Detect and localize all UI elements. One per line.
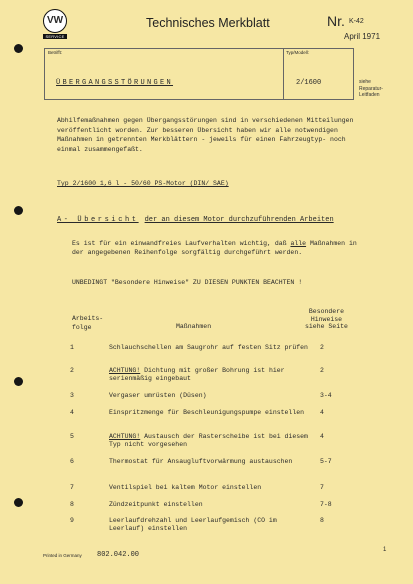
page-number: 1 — [383, 547, 387, 553]
vw-logo — [43, 9, 67, 39]
punch-hole — [14, 498, 23, 507]
side-note: siehe Reparatur- Leitfaden — [359, 79, 383, 98]
document-title: Technisches Merkblatt — [146, 16, 270, 30]
column-header-arbeitsfolge: Arbeits- folge — [72, 315, 104, 331]
header-box — [44, 48, 354, 100]
instruction-paragraph: Es ist für ein einwandfreies Laufverhalten wichtig, daß alle Maßnahmen in der angegebenen Reihenfolge sorgfältig durchgeführt werden. — [72, 240, 357, 256]
document-page: VW SERVICE Technisches Merkblatt Nr. K-42 April 1971 Betrifft: Typ/Modell: ÜBERGANGSSTÖRUNGEN 2/1600 siehe Reparatur- Leitfaden Abhilfemaßnahmen gegen Übergangsstörungen sind in verschiedenen Mitteilungen veröffentlicht worden. Zur besseren Übersicht haben wir alle notwendigen Maßnahmen in getrennten Merkblättern - jeweils für einen Fahrzeugtyp- noch einmal zusammengefaßt. Typ 2/1600 1,6 l - 50/60 PS-Motor (DIN/ SAE) A- Übersicht der an diesem Motor durchzuführenden Arbeiten Es ist für ein einwandfreies Laufverhalten wichtig, daß alle Maßnahmen in der angegebenen Reihenfolge sorgfältig durchgeführt werden. UNBEDINGT "Besondere Hinweise" ZU DIESEN PUNKTEN BEACHTEN ! Arbeits- folge Maßnahmen Besondere Hinweise siehe Seite 1 Schlauchschellen am Saugrohr auf festen Sitz prüfen 2 2 ACHTUNG! Dichtung mit großer Bohrung ist hier serienmäßig eingebaut 2 3 Vergaser umrüsten (Düsen) 3-4 4 Einspritzmenge für Beschleunigungspumpe einstellen 4 5 ACHTUNG! Austausch der Rasterscheibe ist bei diesem Typ nicht vorgesehen 4 6 Thermostat für Ansaugluftvorwärmung austauschen 5-7 7 Ventilspiel bei kaltem Motor einstellen 7 8 Zündzeitpunkt einstellen 7-8 9 Leerlaufdrehzahl und Leerlaufgemisch (CO im Leerlauf) einstellen 8 Printed in Germany 802.042.00 1 — [0, 0, 413, 584]
column-header-seite: Besondere Hinweise siehe Seite — [305, 308, 348, 330]
logo-label: SERVICE — [43, 34, 67, 39]
issue-date: April 1971 — [344, 32, 381, 41]
column-header-massnahmen: Maßnahmen — [176, 323, 212, 330]
typ-value: 2/1600 — [296, 79, 322, 87]
intro-text: Abhilfemaßnahmen gegen Übergangsstörungen sind in verschiedenen Mitteilungen veröffentlicht worden. Zur besseren Übersicht haben wir alle notwendigen Maßnahmen in getrennten Merkblättern - jeweils für einen Fahrzeugtyp- noch einmal zusammengefaßt. — [57, 117, 354, 153]
punch-hole — [14, 206, 23, 215]
header-divider — [283, 48, 284, 100]
section-a-heading: A- Übersicht der an diesem Motor durchzuführenden Arbeiten — [57, 216, 334, 224]
punch-hole — [14, 44, 23, 53]
subject: ÜBERGANGSSTÖRUNGEN — [56, 79, 174, 87]
document-code: 802.042.00 — [97, 551, 140, 559]
unbedingt-notice: UNBEDINGT "Besondere Hinweise" ZU DIESEN PUNKTEN BEACHTEN ! — [72, 279, 303, 286]
typ-heading: Typ 2/1600 1,6 l - 50/60 PS-Motor (DIN/ SAE) — [57, 180, 229, 187]
punch-hole — [14, 377, 23, 386]
typ-label: Typ/Modell: — [286, 50, 310, 55]
vw-logo-icon: VW — [43, 9, 67, 33]
printed-note: Printed in Germany — [43, 553, 82, 558]
nr-value: K-42 — [349, 18, 364, 25]
nr-label: Nr. — [327, 13, 345, 29]
betrifft-label: Betrifft: — [48, 50, 63, 55]
